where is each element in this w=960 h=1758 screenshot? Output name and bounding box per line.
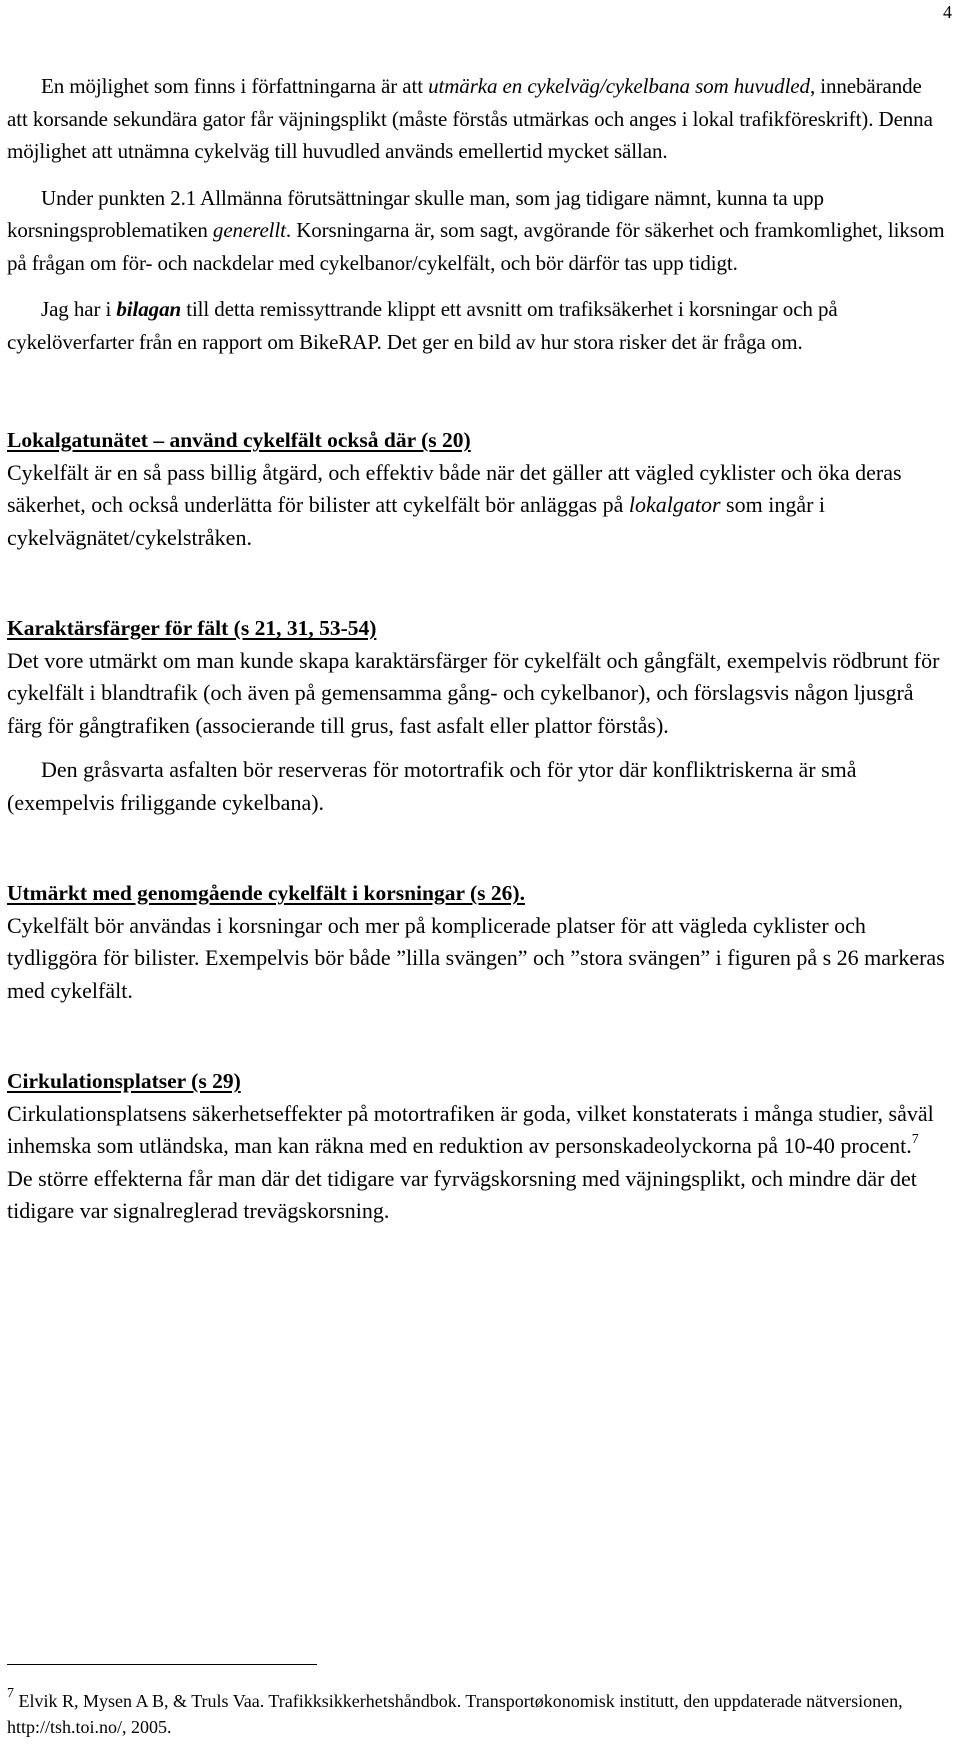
- section-heading-karaktarsfarger: Karaktärsfärger för fält (s 21, 31, 53-54): [7, 616, 377, 640]
- footnote-text: Elvik R, Mysen A B, & Truls Vaa. Trafikksikkerhetshåndbok. Transportøkonomisk institutt, den uppdaterade nätversionen, http://tsh.toi.no/, 2005.: [7, 1691, 903, 1737]
- emphasis: lokalgator: [628, 492, 721, 517]
- footnote-marker: 7: [7, 1686, 14, 1701]
- document-body: [7, 70, 947, 1228]
- section-body-lokalgator: Cykelfält är en så pass billig åtgärd, och effektiv både när det gäller att vägled cyklister och öka deras säkerhet, och också underlätta för bilister att cykelfält bör anläggas på lokalgator som ingår i cykelvägnätet/cykelstråken.: [7, 459, 902, 550]
- intro-paragraph-1: En möjlighet som finns i författningarna är att utmärka en cykelväg/cykelbana som huvudled, innebärande att korsande sekundära gator får väjningsplikt (måste förstås utmärkas och anges i lokal trafikföreskrift). Denna möjlighet att utnämna cykelväg till huvudled används emellertid mycket sällan.: [7, 74, 933, 163]
- section-body-genomgaende-cykelfalt: Cykelfält bör användas i korsningar och mer på komplicerade platser för att vägleda cyklister och tydliggöra för bilister. Exempelvis bör både ”lilla svängen” och ”stora svängen” i figuren på s 26 markeras med cykelfält.: [7, 912, 945, 1003]
- section-heading-lokalgator: Lokalgatunätet – använd cykelfält också där (s 20): [7, 428, 471, 452]
- emphasis: generellt: [212, 218, 286, 242]
- footnote: [7, 1688, 947, 1740]
- section-body-cirkulationsplatser: Cirkulationsplatsens säkerhetseffekter på motortrafiken är goda, vilket konstaterats i många studier, såväl inhemska som utländska, man kan räkna med en reduktion av personskadeolyckorna på 10-40 procent.$^7$ De större effekterna får man där det tidigare var fyrvägskorsning med väjningsplikt, och mindre där det tidigare var signalreglerad trevägskorsning.: [7, 1100, 934, 1223]
- footnote-divider: [7, 1664, 317, 1665]
- footnote-reference: 7: [911, 1132, 919, 1147]
- emphasis: utmärka en cykelväg/cykelbana som huvudled: [428, 74, 810, 98]
- section-body-karaktarsfarger-2: Den gråsvarta asfalten bör reserveras för motortrafik och för ytor där konfliktriskerna är små (exempelvis friliggande cykelbana).: [7, 757, 857, 815]
- section-body-karaktarsfarger-1: Det vore utmärkt om man kunde skapa karaktärsfärger för cykelfält och gångfält, exempelvis rödbrunt för cykelfält i blandtrafik (och även på gemensamma gång- och cykelbanor), och förslagsvis någon ljusgrå färg för gångtrafiken (associerande till grus, fast asfalt eller plattor förstås).: [7, 647, 940, 738]
- emphasis-bold: bilagan: [116, 297, 182, 321]
- intro-paragraph-2: Under punkten 2.1 Allmänna förutsättningar skulle man, som jag tidigare nämnt, kunna ta upp korsningsproblematiken generellt. Korsningarna är, som sagt, avgörande för säkerhet och framkomlighet, liksom på frågan om för- och nackdelar med cykelbanor/cykelfält, och bör därför tas upp tidigt.: [7, 185, 945, 275]
- section-heading-cirkulationsplatser: Cirkulationsplatser (s 29): [7, 1069, 241, 1093]
- section-heading-genomgaende-cykelfalt: Utmärkt med genomgående cykelfält i korsningar (s 26).: [7, 881, 525, 905]
- page-number: 4: [943, 2, 952, 22]
- intro-paragraph-3: Jag har i bilagan till detta remissyttrande klippt ett avsnitt om trafiksäkerhet i korsningar och på cykelöverfarter från en rapport om BikeRAP. Det ger en bild av hur stora risker det är fråga om.: [7, 297, 838, 354]
